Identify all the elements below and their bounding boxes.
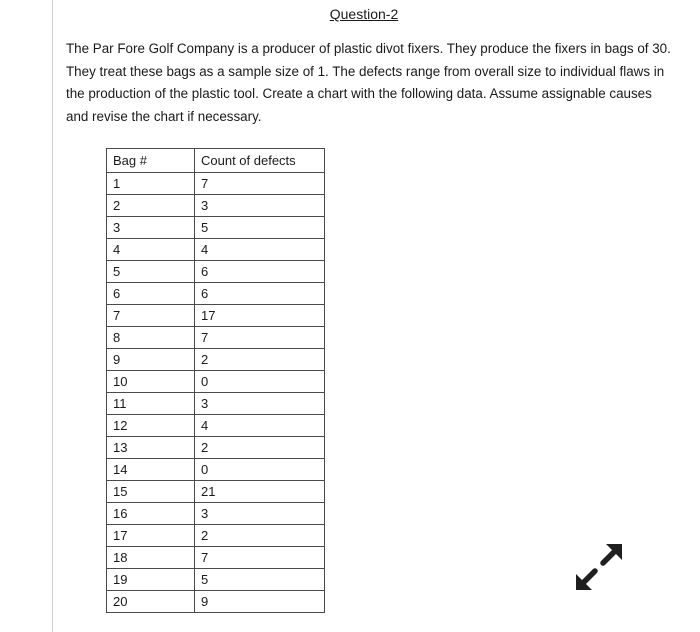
defect-count-cell: 3 [195, 393, 325, 415]
table-row [107, 173, 325, 195]
bag-number-cell: 16 [107, 503, 195, 525]
table-row [107, 195, 325, 217]
defect-count-cell: 2 [195, 437, 325, 459]
bag-number-cell: 9 [107, 349, 195, 371]
bag-number-cell: 20 [107, 591, 195, 613]
defect-count-cell: 3 [195, 195, 325, 217]
defect-count-cell: 5 [195, 569, 325, 591]
header-defect-count: Count of defects [195, 149, 325, 173]
table-row [107, 415, 325, 437]
bag-number-cell: 6 [107, 283, 195, 305]
defect-count-cell: 7 [195, 547, 325, 569]
bag-number-cell: 11 [107, 393, 195, 415]
table-row [107, 283, 325, 305]
page-margin-line [52, 0, 53, 632]
table-row [107, 569, 325, 591]
defect-count-cell: 0 [195, 371, 325, 393]
defect-count-cell: 3 [195, 503, 325, 525]
expand-arrows-svg [570, 538, 628, 596]
table-row [107, 481, 325, 503]
defect-count-cell: 5 [195, 217, 325, 239]
table-row [107, 327, 325, 349]
bag-number-cell: 12 [107, 415, 195, 437]
bag-number-cell: 4 [107, 239, 195, 261]
bag-number-cell: 15 [107, 481, 195, 503]
defect-count-cell: 21 [195, 481, 325, 503]
question-text: The Par Fore Golf Company is a producer of plastic divot fixers. They produce the fixers in bags of 30. They treat these bags as a sample size of 1. The defects range from overall size to individual flaws in the production of the plastic tool. Create a chart with the following data. Assume assignable causes and revise the chart if necessary. [66, 41, 671, 124]
bag-number-cell: 19 [107, 569, 195, 591]
table-row [107, 591, 325, 613]
bag-number-cell: 14 [107, 459, 195, 481]
table-row [107, 305, 325, 327]
table-row [107, 525, 325, 547]
defect-count-cell: 6 [195, 283, 325, 305]
bag-number-cell: 3 [107, 217, 195, 239]
defect-count-cell: 6 [195, 261, 325, 283]
bag-number-cell: 2 [107, 195, 195, 217]
table-row [107, 349, 325, 371]
table-row [107, 217, 325, 239]
defect-count-cell: 17 [195, 305, 325, 327]
bag-number-cell: 8 [107, 327, 195, 349]
table-row [107, 239, 325, 261]
bag-number-cell: 18 [107, 547, 195, 569]
defect-count-cell: 9 [195, 591, 325, 613]
defect-count-cell: 4 [195, 239, 325, 261]
expand-arrows-icon[interactable] [570, 538, 628, 596]
table-row [107, 437, 325, 459]
bag-number-cell: 13 [107, 437, 195, 459]
question-title: Question-2 [329, 6, 399, 22]
defect-count-cell: 2 [195, 525, 325, 547]
defects-table [106, 148, 325, 613]
defect-count-cell: 0 [195, 459, 325, 481]
header-bag-number: Bag # [107, 149, 195, 173]
table-header-row [107, 149, 325, 173]
table-row [107, 261, 325, 283]
defect-count-cell: 2 [195, 349, 325, 371]
bag-number-cell: 1 [107, 173, 195, 195]
bag-number-cell: 10 [107, 371, 195, 393]
table-row [107, 393, 325, 415]
defect-count-cell: 7 [195, 173, 325, 195]
defect-count-cell: 7 [195, 327, 325, 349]
table-row [107, 503, 325, 525]
table-row [107, 459, 325, 481]
defect-count-cell: 4 [195, 415, 325, 437]
table-row [107, 547, 325, 569]
bag-number-cell: 17 [107, 525, 195, 547]
bag-number-cell: 7 [107, 305, 195, 327]
table-row [107, 371, 325, 393]
bag-number-cell: 5 [107, 261, 195, 283]
